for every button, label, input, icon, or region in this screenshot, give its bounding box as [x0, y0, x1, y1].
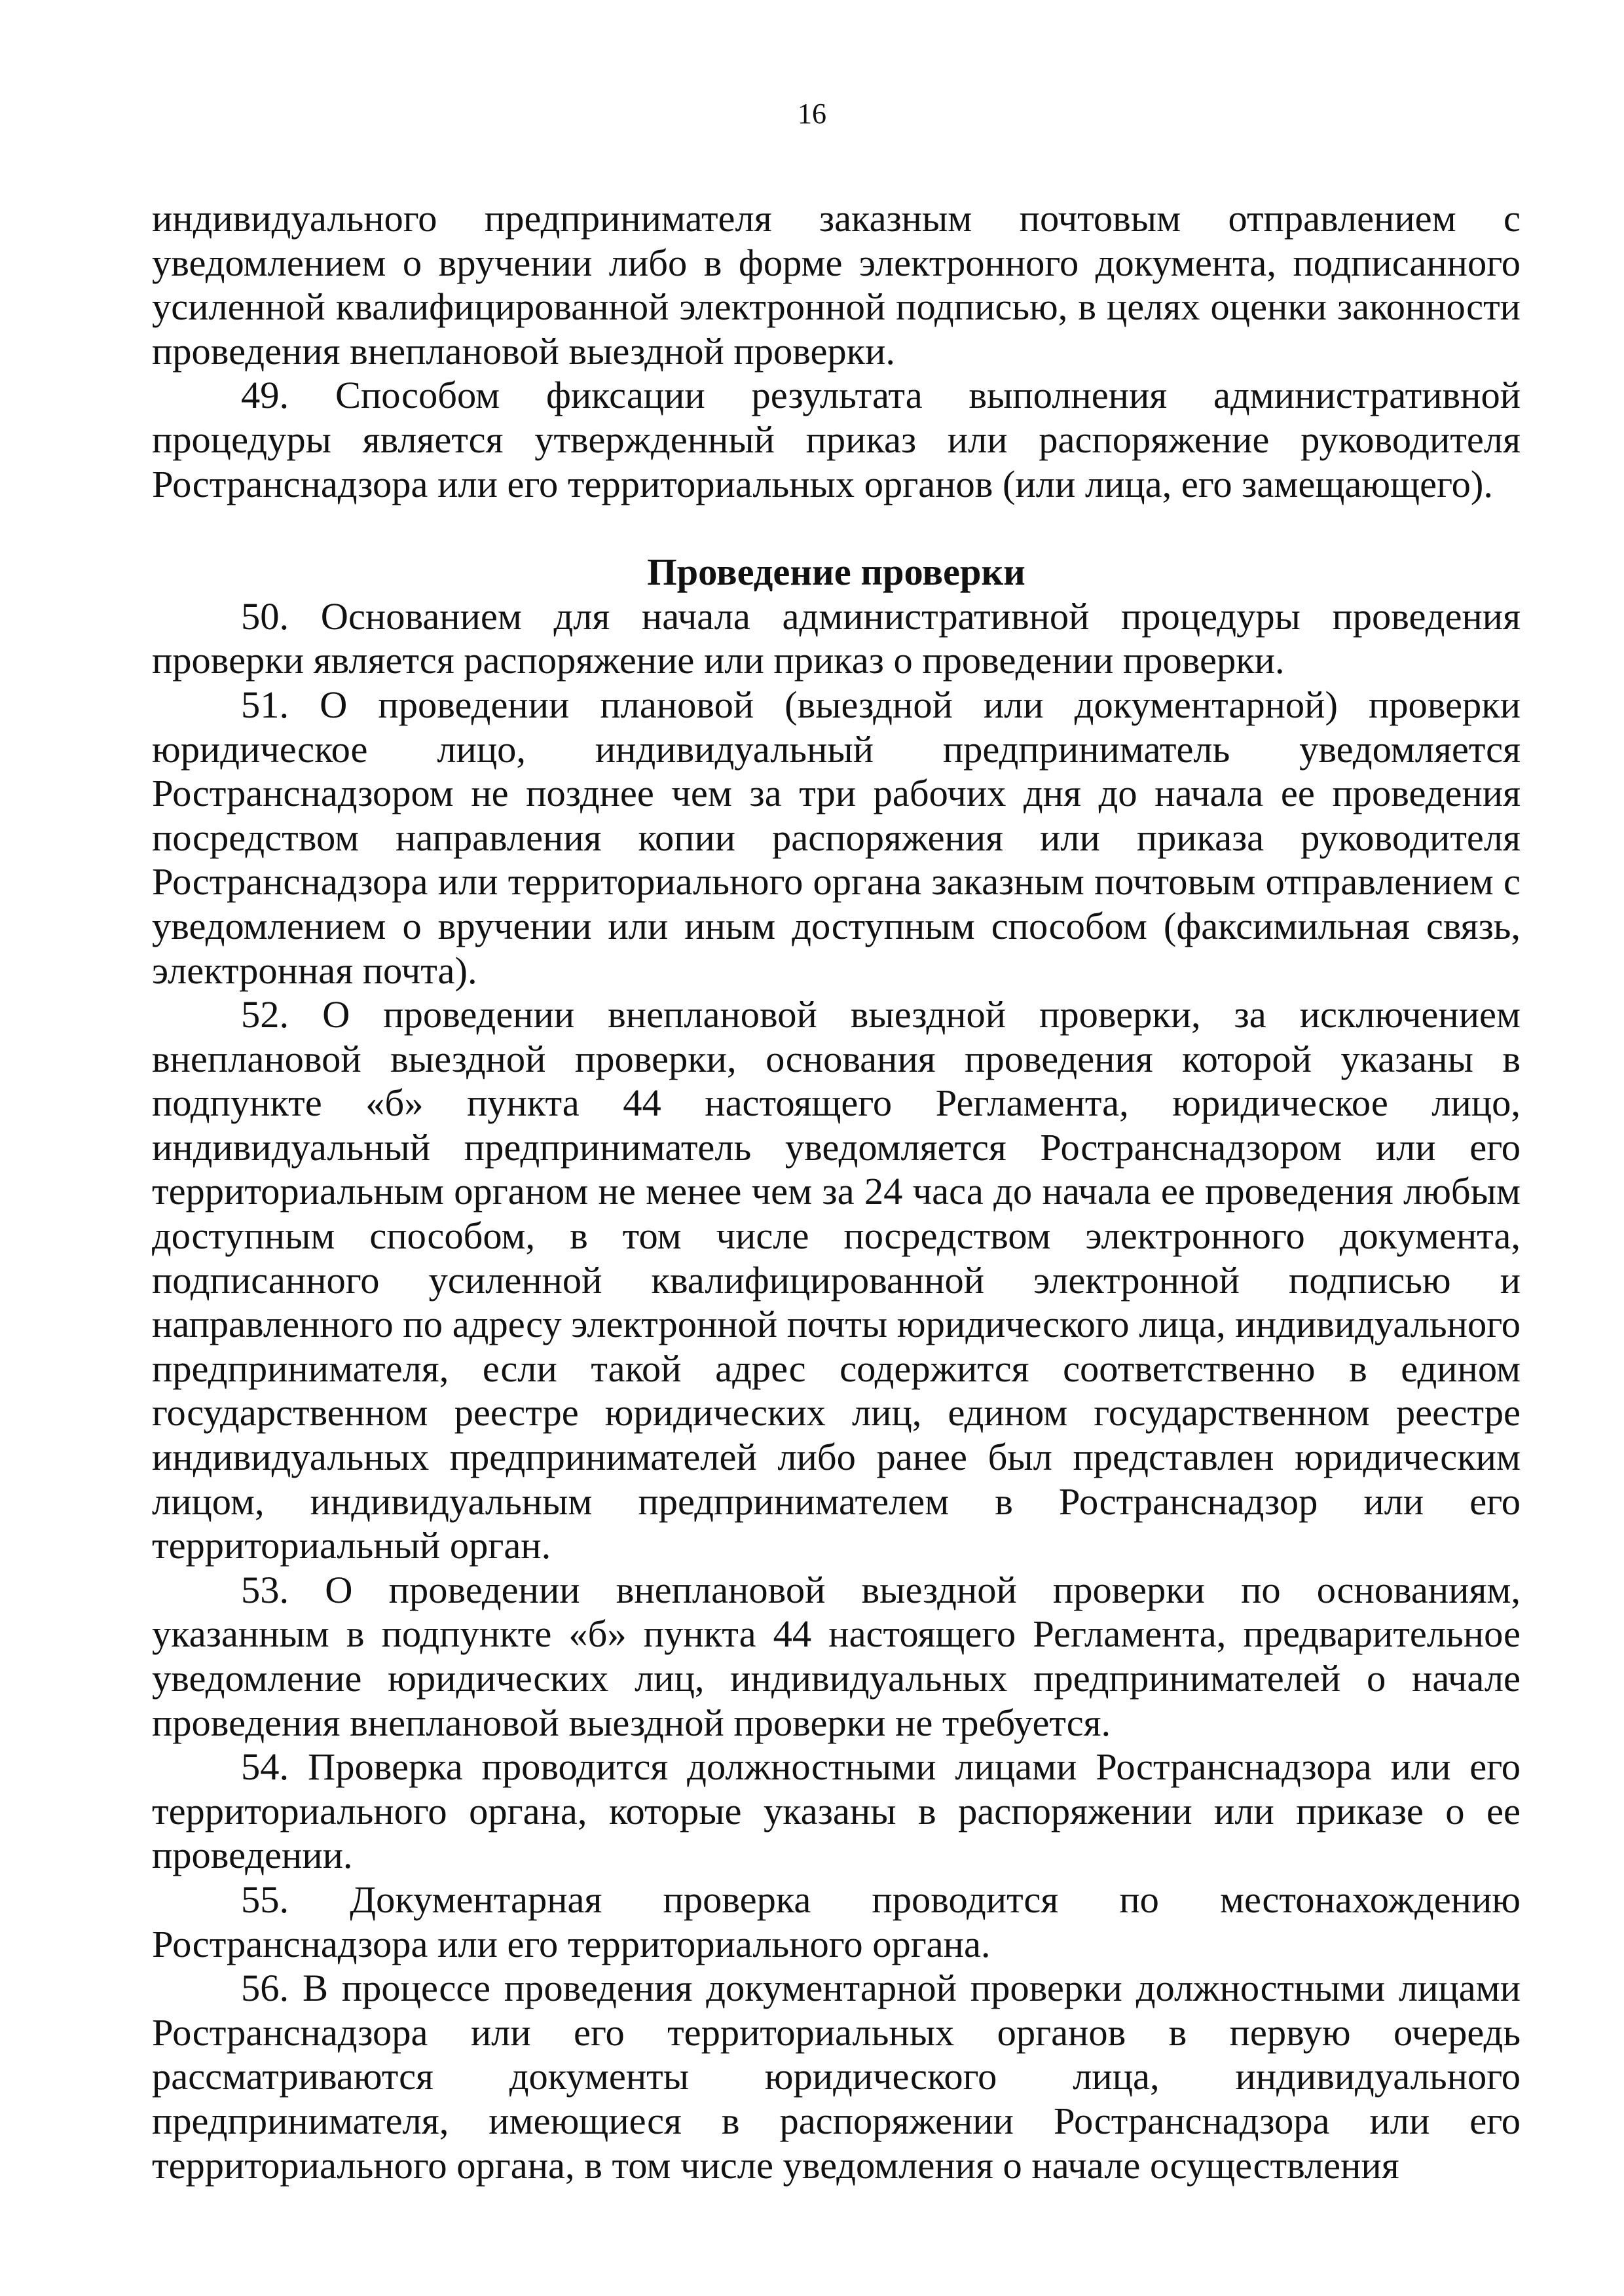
document-body: [152, 196, 1521, 2187]
paragraph-49: 49. Способом фиксации результата выполнения административной процедуры является утвержденный приказ или распоряжение руководителя Ространснадзора или его территориальных органов (или лица, его замещающего).: [152, 374, 1521, 505]
paragraph-52: 52. О проведении внеплановой выездной проверки, за исключением внеплановой выездной проверки, основания проведения которой указаны в подпункте «б» пункта 44 настоящего Регламента, юридическое лицо, индивидуальный предприниматель уведомляется Ространснадзором или его территориальным органом не менее чем за 24 часа до начала ее проведения любым доступным способом, в том числе посредством электронного документа, подписанного усиленной квалифицированной электронной подписью и направленного по адресу электронной почты юридического лица, индивидуального предпринимателя, если такой адрес содержится соответственно в едином государственном реестре юридических лиц, едином государственном реестре индивидуальных предпринимателей либо ранее был представлен юридическим лицом, индивидуальным предпринимателем в Ространснадзор или его территориальный орган.: [152, 993, 1521, 1567]
paragraph-55: 55. Документарная проверка проводится по местонахождению Ространснадзора или его территориального органа.: [152, 1878, 1521, 1965]
paragraph-54: 54. Проверка проводится должностными лицами Ространснадзора или его территориального органа, которые указаны в распоряжении или приказе о ее проведении.: [152, 1745, 1521, 1877]
paragraph-50: 50. Основанием для начала административной процедуры проведения проверки является распоряжение или приказ о проведении проверки.: [152, 594, 1521, 682]
paragraph-53: 53. О проведении внеплановой выездной проверки по основаниям, указанным в подпункте «б» пункта 44 настоящего Регламента, предварительное уведомление юридических лиц, индивидуальных предпринимателей о начале проведения внеплановой выездной проверки не требуется.: [152, 1568, 1521, 1744]
page-number: 16: [798, 98, 826, 130]
paragraph-56: 56. В процессе проведения документарной проверки должностными лицами Ространснадзора или его территориальных органов в первую очередь рассматриваются документы юридического лица, индивидуального предпринимателя, имеющиеся в распоряжении Ространснадзора или его территориального органа, в том числе уведомления о начале осуществления: [152, 1967, 1521, 2187]
paragraph-48-continuation: индивидуального предпринимателя заказным почтовым отправлением с уведомлением о вручении либо в форме электронного документа, подписанного усиленной квалифицированной электронной подписью, в целях оценки законности проведения внеплановой выездной проверки.: [152, 197, 1521, 373]
paragraph-51: 51. О проведении плановой (выездной или документарной) проверки юридическое лицо, индивидуальный предприниматель уведомляется Ространснадзором не позднее чем за три рабочих дня до начала ее проведения посредством направления копии распоряжения или приказа руководителя Ространснадзора или территориального органа заказным почтовым отправлением с уведомлением о вручении или иным доступным способом (факсимильная связь, электронная почта).: [152, 683, 1521, 992]
section-heading: Проведение проверки: [647, 551, 1025, 594]
